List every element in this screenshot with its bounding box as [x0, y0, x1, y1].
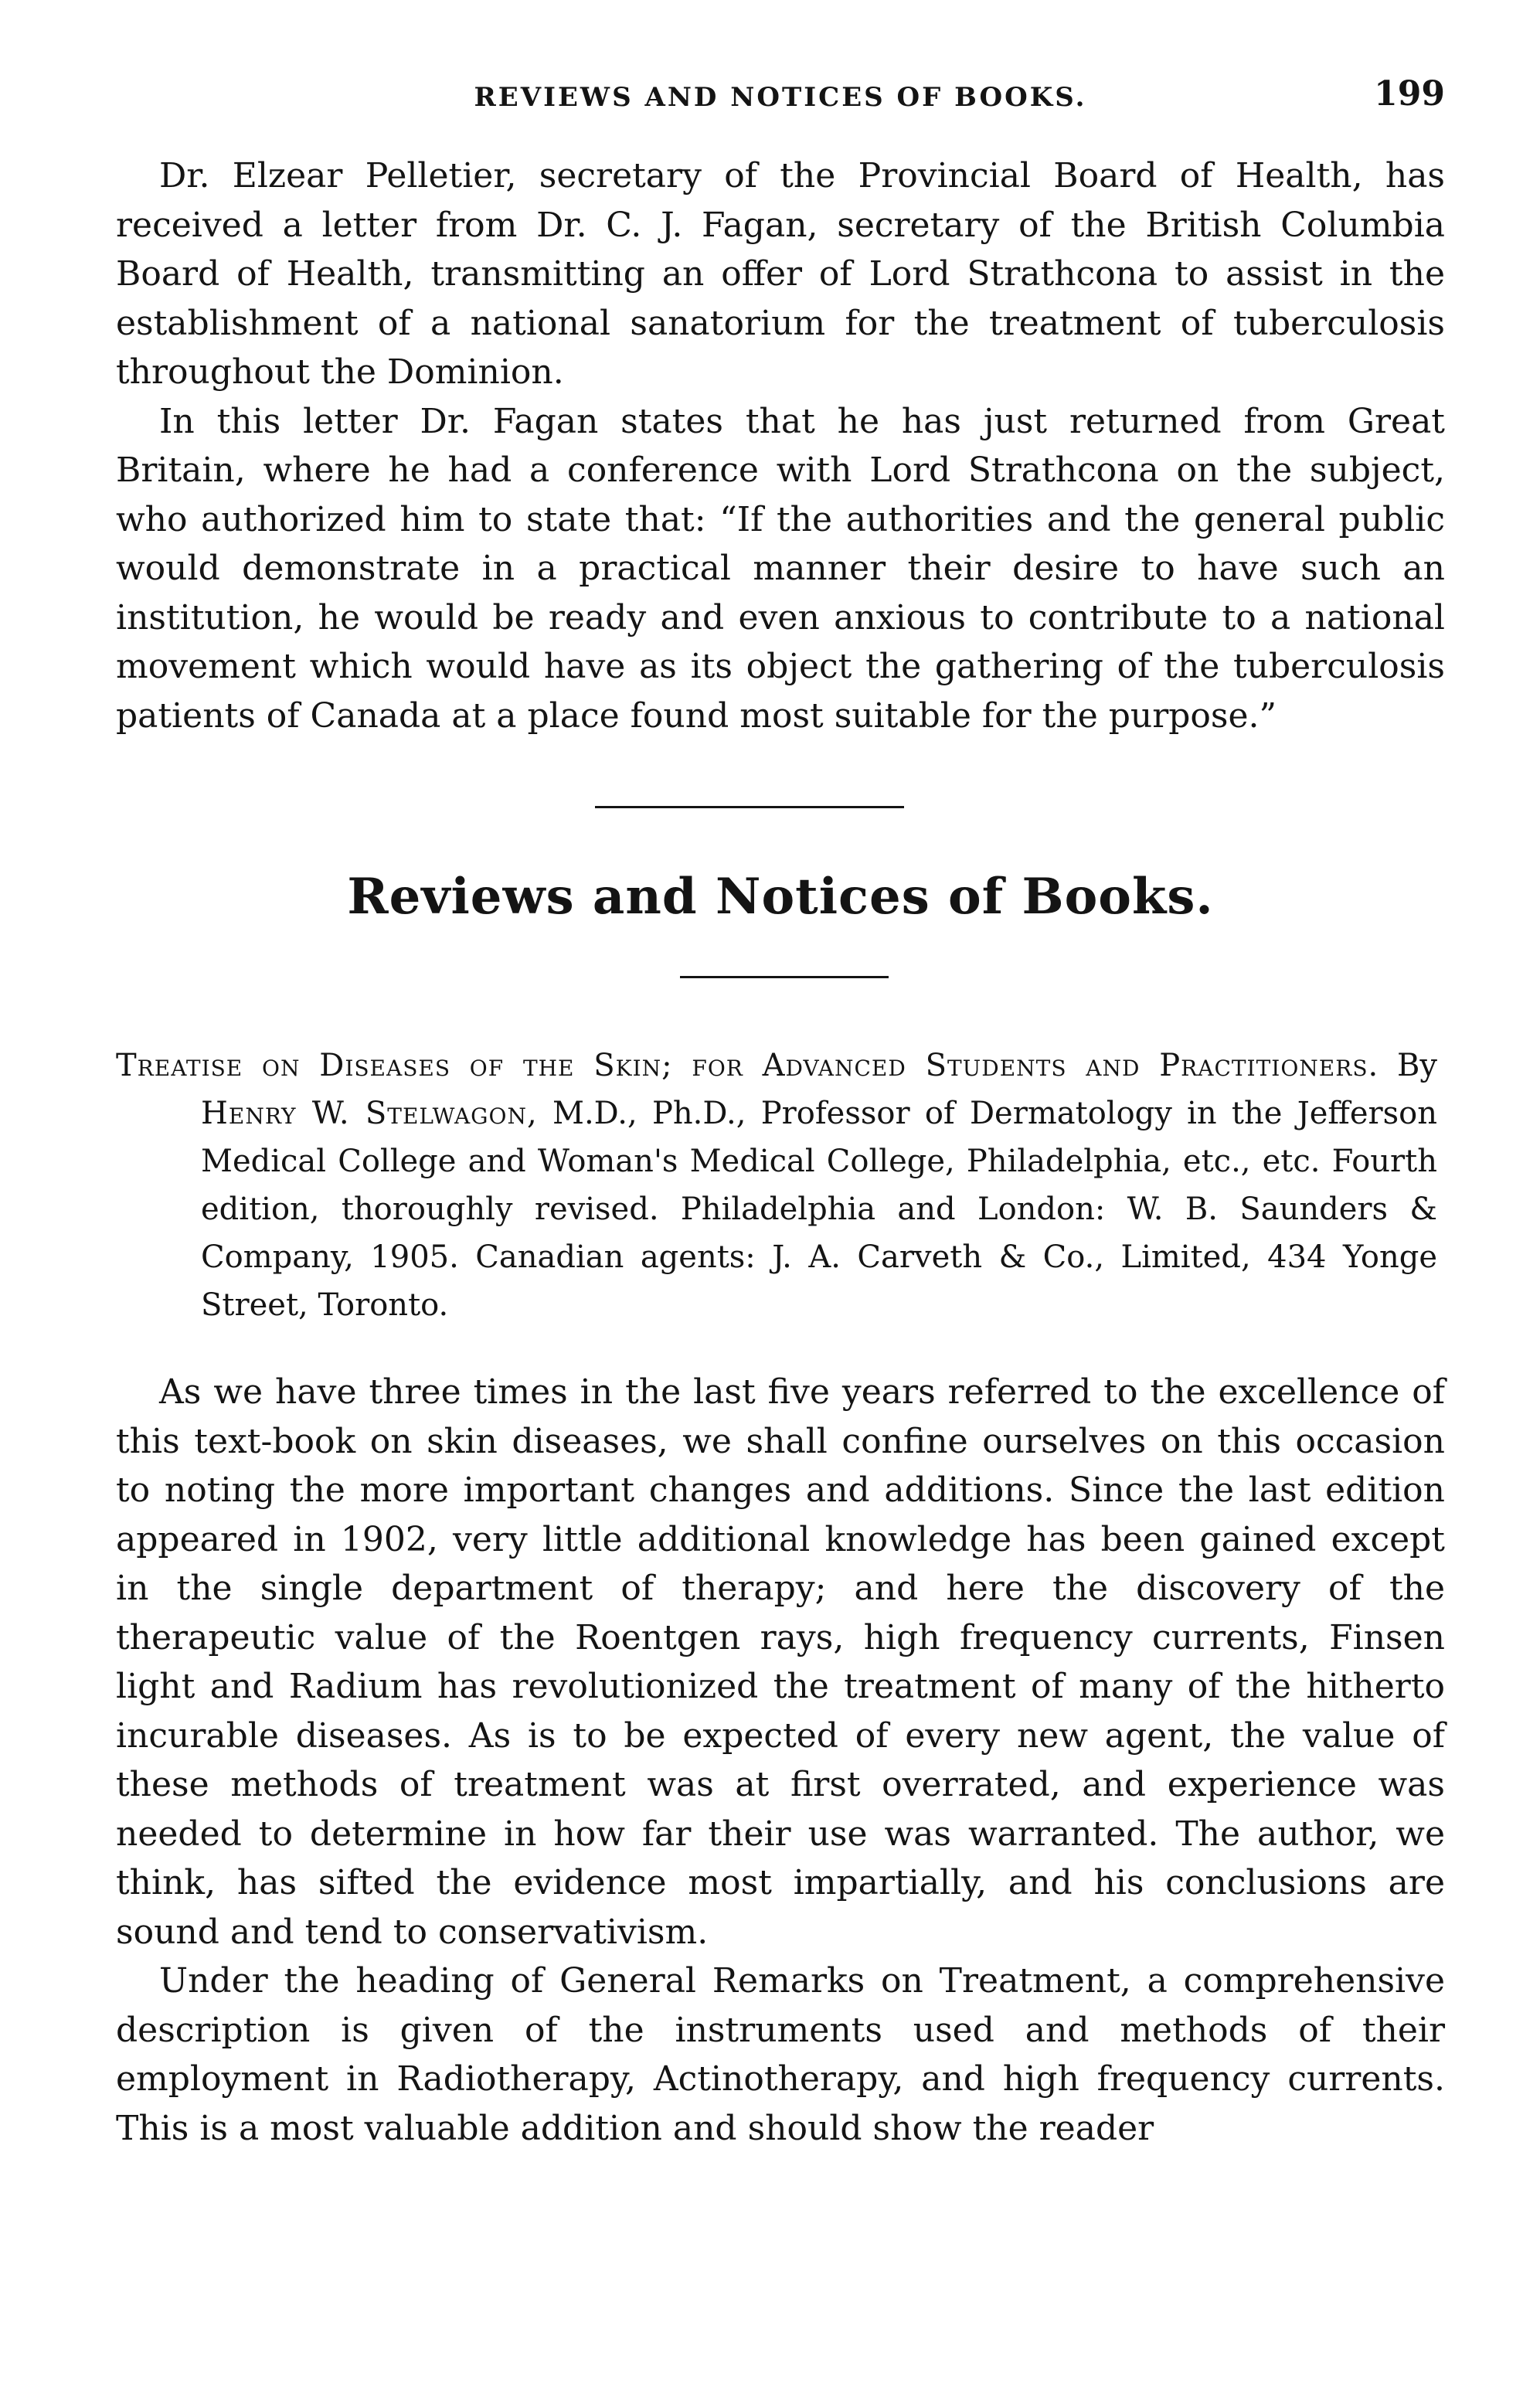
running-head	[116, 74, 1445, 121]
book-citation	[116, 1042, 1445, 1329]
section-header	[116, 763, 1445, 995]
ornamental-rule-top	[595, 806, 904, 808]
page-number: 199	[1374, 74, 1445, 114]
news-item	[116, 151, 1445, 740]
section-heading: Reviews and Notices of Books.	[347, 868, 1214, 926]
ornamental-rule-bottom	[680, 976, 889, 978]
review-paragraph: As we have three times in the last five years referred to the excellence of this text-book on skin diseases, we shall confine ourselves on this occasion to noting the more important changes and additions. Since the last edition appeared in 1902, very little additional knowledge has been gained except in the single department of therapy; and here the discovery of the therapeutic value of the Roentgen rays, high frequency currents, Finsen light and Radium has revolutionized the treatment of many of the hitherto incurable diseases. As is to be expected of every new agent, the value of these methods of treatment was at first overrated, and experience was needed to determine in how far their use was warranted. The author, we think, has sifted the evidence most impartially, and his conclusions are sound and tend to conservativism.	[116, 1372, 1445, 1952]
news-paragraph: Dr. Elzear Pelletier, secretary of the Provincial Board of Health, has received a letter from Dr. C. J. Fagan, secretary of the British Columbia Board of Health, transmitting an offer of Lord Strathcona to assist in the establishment of a national sanatorium for the treatment of tuberculosis throughout the Dominion.	[116, 156, 1445, 392]
review-paragraph: Under the heading of General Remarks on Treatment, a comprehensive description is given of the instruments used and methods of their employment in Radiotherapy, Actinotherapy, and high frequency currents. This is a most valuable addition and should show the reader	[116, 1961, 1445, 2148]
by-label: By	[1397, 1048, 1438, 1083]
book-title: Treatise on Diseases of the Skin; for Advanced Students and Practitioners.	[116, 1048, 1379, 1083]
book-details: M.D., Ph.D., Professor of Dermatology in the Jefferson Medical College and Woman's Medical College, Philadelphia, etc., etc. Fourth edition, thoroughly revised. Philadelphia and London: W. B. Saunders & Company, 1905. Canadian agents: J. A. Carveth & Co., Limited, 434 Yonge Street, Toronto.	[201, 1096, 1437, 1323]
page	[116, 74, 1445, 2153]
news-paragraph: In this letter Dr. Fagan states that he has just returned from Great Britain, where he had a conference with Lord Strathcona on the subject, who authorized him to state that: “If the authorities and the general public would demonstrate in a practical manner their desire to have such an institution, he would be ready and even anxious to contribute to a national movement which would have as its object the gathering of the tuberculosis patients of Canada at a place found most suitable for the purpose.”	[116, 401, 1445, 736]
review-body	[116, 1368, 1445, 2153]
running-title: REVIEWS AND NOTICES OF BOOKS.	[474, 82, 1087, 113]
book-author: Henry W. Stelwagon,	[201, 1096, 538, 1131]
